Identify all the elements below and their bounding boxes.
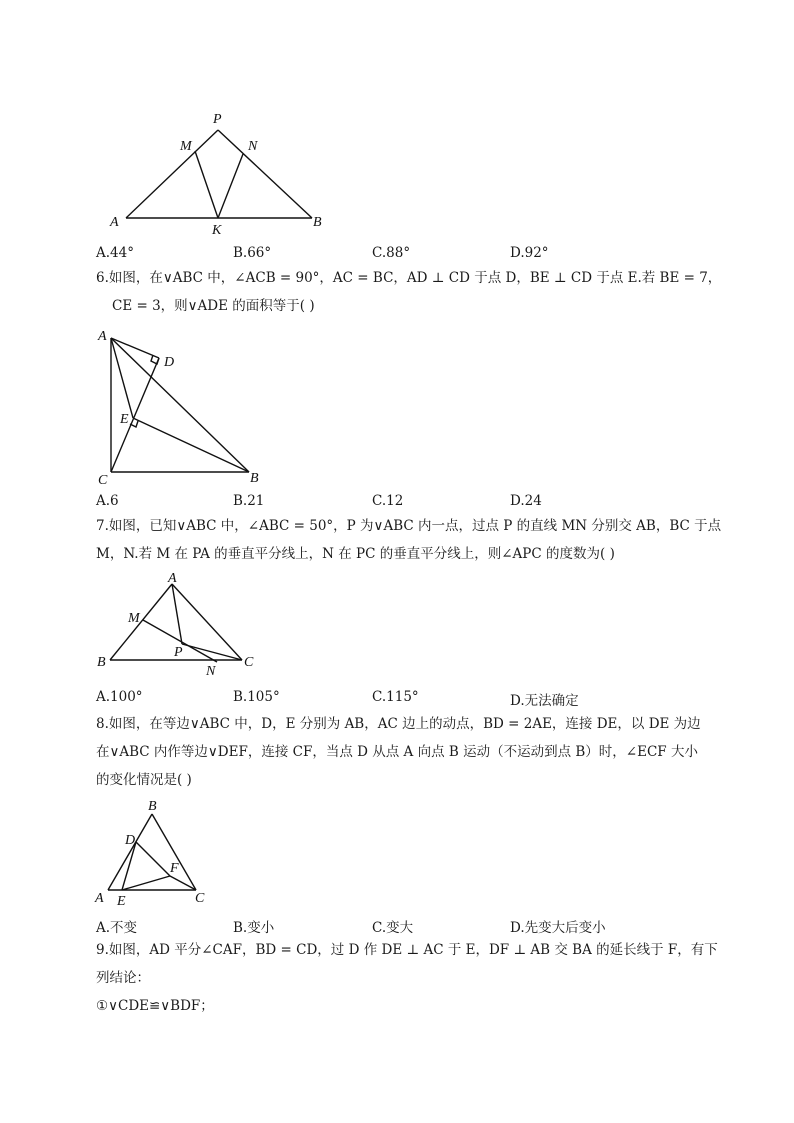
label-B: B [148, 799, 157, 814]
q8-stem-line3: 的变化情况是( ) [96, 772, 192, 788]
q6-option-c: C.12 [372, 493, 404, 509]
q7-option-d: D.无法确定 [510, 693, 579, 709]
label-E: E [117, 894, 126, 909]
label-A: A [95, 891, 104, 906]
q8-option-b: B.变小 [233, 920, 275, 936]
label-P: P [174, 645, 183, 660]
label-M: M [128, 611, 140, 626]
q9-conclusion-1: ①∨CDE≌∨BDF； [96, 998, 214, 1014]
q8-option-c: C.变大 [372, 920, 414, 936]
q9-stem-line1: 9.如图，AD 平分∠CAF，BD = CD，过 D 作 DE ⊥ AC 于 E，DF ⊥ AB 交 BA 的延长线于 F，有下 [96, 942, 718, 958]
label-A: A [98, 329, 107, 344]
q8-stem-line1: 8.如图，在等边∨ABC 中，D，E 分别为 AB，AC 边上的动点，BD = 2AE，连接 DE，以 DE 为边 [96, 716, 701, 732]
q5-option-c: C.88° [372, 245, 411, 261]
label-P: P [213, 112, 222, 127]
label-N: N [206, 664, 216, 679]
label-A: A [168, 571, 177, 586]
label-D: D [164, 355, 175, 370]
q6-stem-line1: 6.如图，在∨ABC 中，∠ACB = 90°，AC = BC，AD ⊥ CD 于点 D，BE ⊥ CD 于点 E.若 BE = 7， [96, 270, 722, 286]
label-C: C [244, 655, 254, 670]
q7-stem-line2: M，N.若 M 在 PA 的垂直平分线上，N 在 PC 的垂直平分线上，则∠APC 的度数为( ) [96, 546, 615, 562]
label-C: C [195, 891, 205, 906]
q9-stem-line2: 列结论： [96, 970, 150, 986]
q5-figure [100, 106, 340, 238]
label-C: C [98, 473, 108, 488]
q6-figure [92, 322, 272, 488]
label-D: D [125, 833, 136, 848]
q7-option-a: A.100° [96, 689, 143, 705]
label-A: A [110, 215, 119, 230]
label-B: B [250, 471, 259, 486]
q7-stem-line1: 7.如图，已知∨ABC 中，∠ABC = 50°，P 为∨ABC 内一点，过点 P 的直线 MN 分别交 AB，BC 于点 [96, 518, 722, 534]
label-B: B [313, 215, 322, 230]
q5-option-b: B.66° [233, 245, 272, 261]
label-F: F [170, 861, 179, 876]
q8-stem-line2: 在∨ABC 内作等边∨DEF，连接 CF，当点 D 从点 A 向点 B 运动（不运动到点 B）时，∠ECF 大小 [96, 744, 698, 760]
label-M: M [180, 139, 192, 154]
q6-stem-line2: CE = 3，则∨ADE 的面积等于( ) [112, 298, 315, 314]
label-K: K [212, 223, 222, 238]
label-E: E [120, 412, 129, 427]
q8-figure [92, 798, 218, 910]
q6-option-b: B.21 [233, 493, 265, 509]
q8-option-a: A.不变 [96, 920, 138, 936]
q7-option-c: C.115° [372, 689, 419, 705]
label-B: B [97, 655, 106, 670]
label-N: N [248, 139, 258, 154]
q6-option-d: D.24 [510, 493, 542, 509]
q6-option-a: A.6 [96, 493, 119, 509]
q7-figure [92, 570, 268, 682]
q7-option-b: B.105° [233, 689, 280, 705]
q5-option-a: A.44° [96, 245, 134, 261]
q8-option-d: D.先变大后变小 [510, 920, 606, 936]
q5-option-d: D.92° [510, 245, 549, 261]
